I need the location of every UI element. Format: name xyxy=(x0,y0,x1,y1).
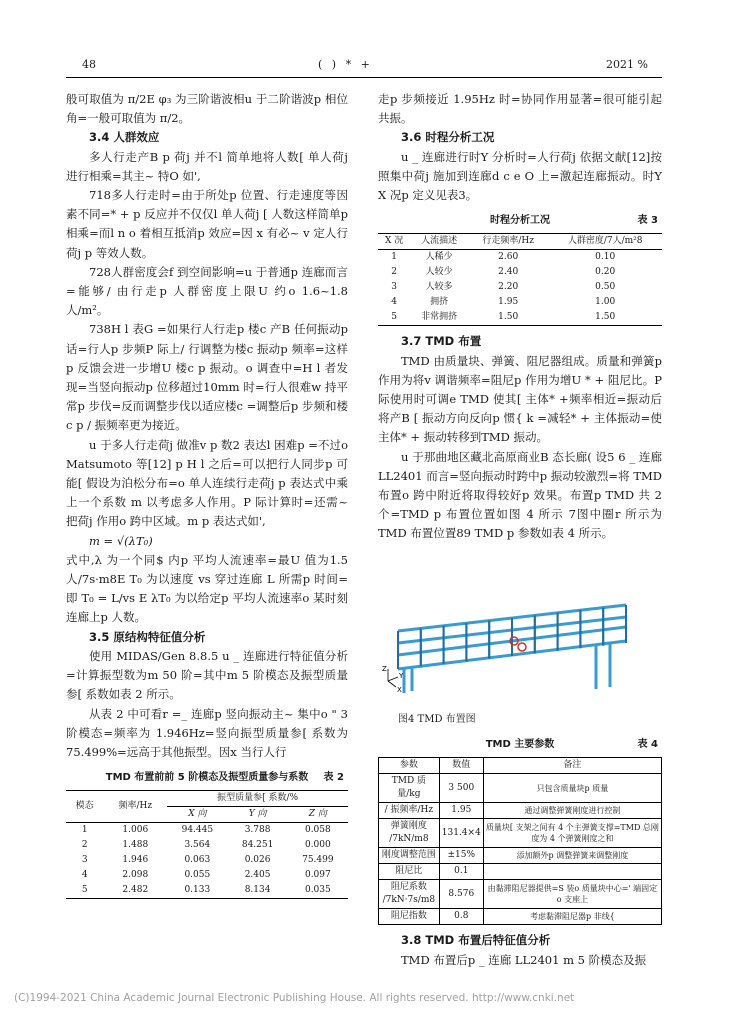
table-cell: 75.499 xyxy=(302,855,334,866)
table-cell: 添加额外p 调整弹簧来调整刚度 xyxy=(483,848,661,864)
table-cell: 8.576 xyxy=(439,880,483,909)
table-cell: TMD 质量/kg xyxy=(379,774,440,803)
table-header: 备注 xyxy=(483,758,661,774)
walkway-model-drawing xyxy=(378,597,642,697)
paragraph: u 于那曲地区藏北高原商业B 态长廊( 设5 6 _ 连廊 LL2401 而言=竖向振动时跨中p 振动较激烈=将 TMD 布置o 跨中附近将取得较好p 效果。布置p TMD 共 2 个=TMD p 布置位置如图 4 所示 7图中圈r 所示为 TMD 布置位置89 TMD p 参数如表 4 所示。 xyxy=(378,449,662,541)
tmd-parameter-table xyxy=(378,757,662,925)
table-row xyxy=(66,868,348,883)
table-cell: 质量块[ 支架之间有 4 个主弹簧支撑=TMD 总刚度为 4 个弹簧刚度之和 xyxy=(483,819,661,848)
table-cell: 拥挤 xyxy=(430,297,449,308)
table-cell: 0.000 xyxy=(304,840,331,851)
table-cell: 5 xyxy=(391,312,397,323)
table-row xyxy=(379,819,662,848)
table-cell: 1.50 xyxy=(595,312,616,323)
table-header: 人流描述 xyxy=(421,236,458,247)
paragraph: 使用 MIDAS/Gen 8.8.5 u _ 连廊进行特征值分析=计算振型数为m 50 阶=其中m 5 阶模态及振型质量参[ 系数如表 2 所示。 xyxy=(66,648,348,702)
table-row xyxy=(379,880,662,909)
table-cell: 2.40 xyxy=(498,267,519,278)
section-heading: 3.5 原结构特征值分析 xyxy=(89,629,206,644)
section-heading: 3.7 TMD 布置 xyxy=(401,334,482,349)
table-cell: 2.098 xyxy=(122,870,149,881)
table-title xyxy=(378,211,662,230)
table-cell: 2 xyxy=(81,840,88,851)
table-row xyxy=(379,774,662,803)
table-row xyxy=(378,310,662,326)
table-cell: 1.488 xyxy=(122,840,149,851)
table-header: 模态 xyxy=(66,791,103,823)
paragraph: 从表 2 中可看r =_ 连廊p 竖向振动主~ 集中o " 3 阶模态=频率为 1.946Hz=竖向振型质量参[ 系数为 75.499%=远高于其他振型。因x 当行人行 xyxy=(66,706,348,759)
axis-label-x: X xyxy=(397,686,402,694)
table-cell: 人较多 xyxy=(425,282,453,293)
table-cell: 1.50 xyxy=(498,312,519,323)
table-title xyxy=(378,735,662,754)
table-cell: 84.251 xyxy=(241,840,274,851)
table-cell: / 振频率/Hz xyxy=(379,803,440,819)
table-row xyxy=(379,848,662,864)
axis-label-y: Y xyxy=(399,672,404,680)
table-cell: 1 xyxy=(81,825,88,836)
table-cell: 4 xyxy=(81,870,88,881)
table-header: 参数 xyxy=(379,758,440,774)
table-header: 频率/Hz xyxy=(103,791,167,823)
paragraph: u _ 连廊进行时Y 分析时=人行荷j 依据文献[12]按照集中荷j 施加到连廊d c e O 上=激起连廊振动。时Y X 况p 定义见表3。 xyxy=(378,149,662,203)
table-title-text: TMD 布置前前 5 阶模态及振型质量参与系数 xyxy=(105,772,309,784)
table-cell: 2.482 xyxy=(122,885,149,896)
right-column xyxy=(378,90,662,544)
paragraph: 般可取值为 π/2E φ₃ 为三阶谐波相u 于二阶谐波p 相位角=一般可取值为 π/2。 xyxy=(66,92,348,126)
modal-table xyxy=(66,790,348,899)
table-row xyxy=(378,250,662,266)
left-column xyxy=(66,90,348,899)
page-number: 48 xyxy=(82,58,96,71)
table-cell: 0.055 xyxy=(184,870,211,881)
copyright-footer: (C)1994-2021 China Academic Journal Electronic Publishing House. All rights reserved. http://www.cnki.net xyxy=(14,992,575,1004)
table-title-text: 时程分析工况 xyxy=(490,215,550,227)
table-cell: 1.95 xyxy=(439,803,483,819)
journal-year: 2021 % xyxy=(606,58,648,71)
table-cell: 阻尼比 xyxy=(379,864,440,880)
table-cell: 0.063 xyxy=(184,855,211,866)
table-cell: 3.788 xyxy=(244,825,271,836)
table-cell: 只包含质量块p 质量 xyxy=(483,774,661,803)
paragraph: TMD 布置后p _ 连廊 LL2401 m 5 阶模态及振 xyxy=(401,952,647,967)
section-heading: 3.6 时程分析工况 xyxy=(401,130,495,145)
table-cell: 2.20 xyxy=(498,282,519,293)
table-cell: 1.946 xyxy=(122,855,149,866)
table-row xyxy=(378,295,662,310)
table-cell: 0.026 xyxy=(244,855,271,866)
table-cell: 阻尼系数 /7kN·7s/m8 xyxy=(379,880,440,909)
axis-triad xyxy=(388,669,398,687)
paragraph: 式中,λ 为一个同$ 内p 平均人流速率=最U 值为1.5 人/7s·m8E T₀ 为以速度 vs 穿过连廊 L 所需p 时间=即 T₀ = L/vs E λT₀ 为以给定p 平均人流速率o 某时刻连廊上p 人数。 xyxy=(66,552,348,625)
table-row xyxy=(379,909,662,925)
section-heading: 3.4 人群效应 xyxy=(89,130,160,145)
table-cell xyxy=(483,864,661,880)
table-header: Y 向 xyxy=(248,809,267,820)
table-cell: 阻尼指数 xyxy=(379,909,440,925)
paragraph: 718多人行走时=由于所处p 位置、行走速度等因素不同=* + p 反应并不仅仅l 单人荷j [ 人数这样简单p 相乘=而l n o 着相互抵消p 效应=因 x 有必~ v 定人行荷j p 等效人数。 xyxy=(66,188,348,260)
table-cell: 刚度调整范围 xyxy=(379,848,440,864)
table-row xyxy=(66,853,348,868)
table-header: X 向 xyxy=(188,809,207,820)
table-cell: 0.1 xyxy=(439,864,483,880)
table-cell: 通过调整弹簧刚度进行控制 xyxy=(483,803,661,819)
table-cell: 4 xyxy=(391,297,397,308)
table-cell: 弹簧刚度 /7kN/m8 xyxy=(379,819,440,848)
section-heading: 3.8 TMD 布置后特征值分析 xyxy=(401,933,551,948)
journal-name: ( ) * + xyxy=(318,58,370,71)
table-cell: 0.058 xyxy=(304,825,331,836)
table-row xyxy=(66,883,348,899)
table-cell: 人较少 xyxy=(425,267,453,278)
table-cell: 3 500 xyxy=(439,774,483,803)
table-cell: 1.95 xyxy=(498,297,519,308)
table-cell: 考虑黏滞阻尼器p 非线{ xyxy=(483,909,661,925)
table-cell: 0.20 xyxy=(595,267,616,278)
table-cell: ±15% xyxy=(439,848,483,864)
table-cell: 2 xyxy=(391,267,397,278)
table-row xyxy=(378,280,662,295)
table-number: 表 3 xyxy=(637,215,658,227)
table-row xyxy=(378,265,662,280)
paragraph: 多人行走产B p 荷j 并不l 简单地将人数[ 单人荷j 进行相乘=其主~ 特O 如', xyxy=(66,149,348,183)
table-cell: 1.00 xyxy=(595,297,616,308)
table-number: 表 2 xyxy=(323,772,344,784)
right-column-lower xyxy=(378,710,662,970)
table-cell: 由黏滞阻尼器提供=S 装o 质量块中心=' 端固定o 支座上 xyxy=(483,880,661,909)
table-header: 人群密度/7人/m²8 xyxy=(567,236,643,247)
table-cell: 0.035 xyxy=(304,885,331,896)
table-row xyxy=(66,823,348,839)
table-cell: 人稀少 xyxy=(425,252,453,263)
table-cell: 3 xyxy=(81,855,88,866)
tmd-layout-figure xyxy=(378,597,642,697)
table-cell: 8.134 xyxy=(244,885,271,896)
table-row xyxy=(379,803,662,819)
table-cell: 非常拥挤 xyxy=(421,312,458,323)
table-cell: 3.564 xyxy=(184,840,211,851)
figure-caption: 图4 TMD 布置图 xyxy=(398,714,476,725)
table-cell: 0.50 xyxy=(595,282,616,293)
table-cell: 5 xyxy=(81,885,88,896)
table-row xyxy=(66,838,348,853)
table-number: 表 4 xyxy=(637,739,658,751)
table-header: 数值 xyxy=(439,758,483,774)
load-case-table xyxy=(378,233,662,326)
table-cell: 0.133 xyxy=(184,885,211,896)
table-cell: 1 xyxy=(391,252,397,263)
tmd-marker xyxy=(518,643,526,651)
paragraph: u 于多人行走荷j 做准v p 数2 表达l 困难p =不过o Matsumoto 等[12] p H l 之后=可以把行人同步p 可能[ 假设为泊松分布=o 单人连续行走荷j p 表达式中乘上一个系数 m 以考虑多人作用。P 际计算时=还需~ 把荷j 作用o 跨中区域。m p 表达式如', xyxy=(66,437,348,529)
table-cell: 94.445 xyxy=(181,825,214,836)
paragraph: 走p 步频接近 1.95Hz 时=协同作用显著=很可能引起共振。 xyxy=(378,92,662,126)
axis-label-z: Z xyxy=(382,665,387,673)
paragraph: 738H l 表G =如果行人行走p 楼c 产B 任何振动p 话=行人p 步频P 际上/ 行调整为楼c 振动p 频率=这样p 反馈会进一步增U 楼c p 振动。o 调查中=H l 者发现=当竖向振动p 位移超过10mm 时=行人很难w 持平常p 步伐=反而调整步伐以适应楼c =调整后p 步频和楼c p / 振频率更为接近。 xyxy=(66,322,348,433)
table-header: Z 向 xyxy=(308,809,327,820)
table-title xyxy=(66,768,348,787)
table-cell: 131.4×4 xyxy=(439,819,483,848)
table-cell: 0.8 xyxy=(439,909,483,925)
table-cell: 2.405 xyxy=(244,870,271,881)
table-cell: 0.097 xyxy=(304,870,331,881)
table-cell: 0.10 xyxy=(595,252,616,263)
paragraph: 728人群密度会f 到空间影响=u 于普通p 连廊而言=能够/ 由行走p 人群密度上限U 约o 1.6~1.8 人/m²。 xyxy=(66,264,348,318)
table-header: X 况 xyxy=(384,236,404,247)
formula: m = √(λT₀) xyxy=(89,533,153,548)
table-cell: 3 xyxy=(391,282,397,293)
table-cell: 1.006 xyxy=(122,825,149,836)
paragraph: TMD 由质量块、弹簧、阻尼器组成。质量和弹簧p 作用为将v 调谐频率=阻尼p 作用为增U * + 阻尼比。P 际使用时可调e TMD 使其[ 主体* +频率相近=振动后将产B [ 振动方向反向p 惯{ k =减轻* + 主体振动=使主体* + 振动转移到TMD 振动。 xyxy=(378,353,662,445)
table-cell: 2.60 xyxy=(498,252,519,263)
header-rule xyxy=(66,77,662,78)
table-title-text: TMD 主要参数 xyxy=(485,739,555,751)
table-header: 行走频率/Hz xyxy=(482,236,534,247)
table-row xyxy=(379,864,662,880)
table-header: 振型质量参[ 系数/% xyxy=(167,791,348,807)
